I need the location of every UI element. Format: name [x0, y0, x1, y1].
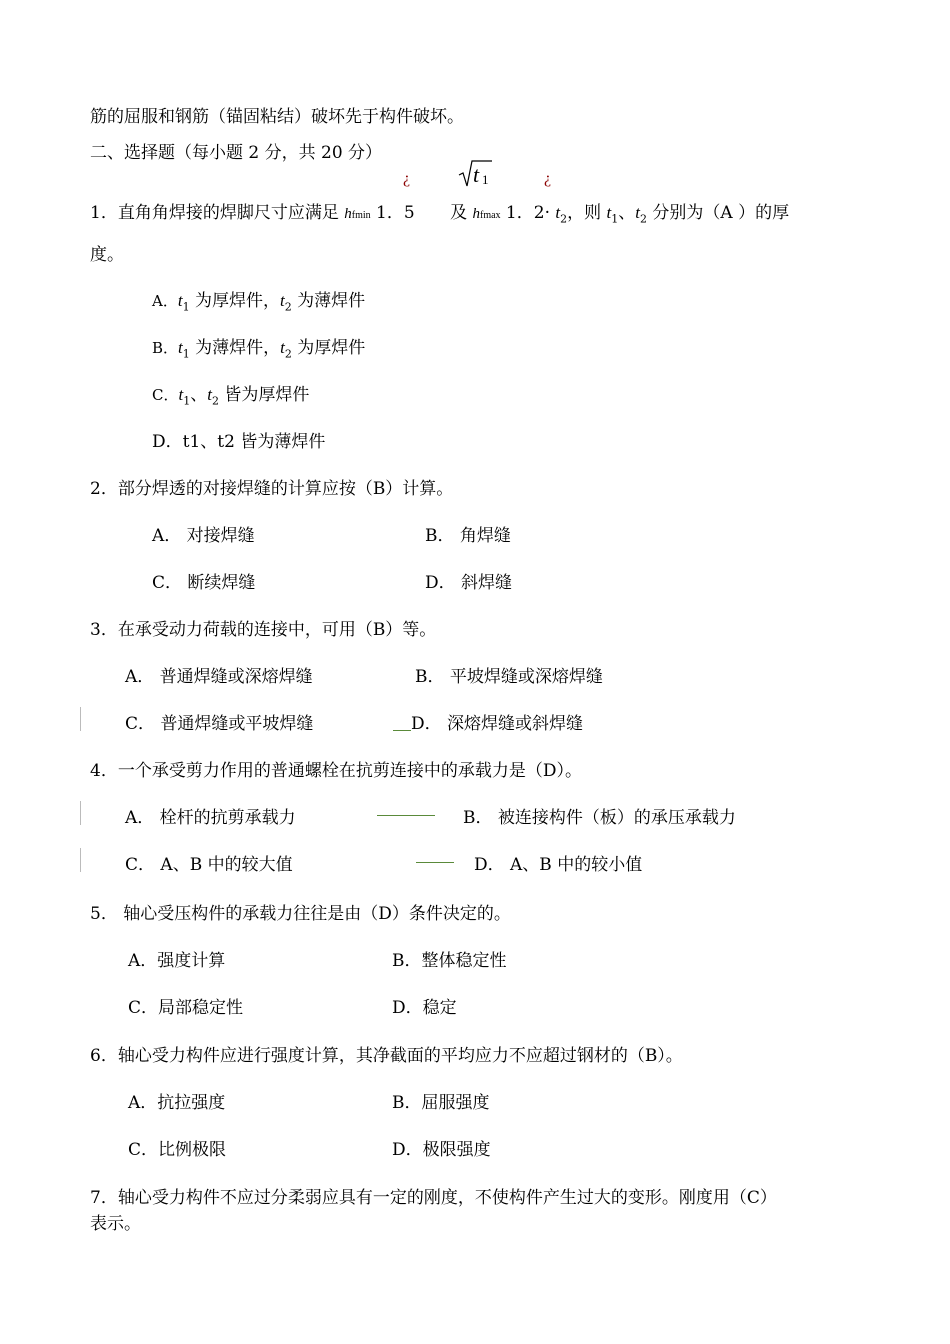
q3-option-b: B． 平坡焊缝或深熔焊缝	[415, 667, 603, 687]
q4-option-d: D． A、B 中的较小值	[474, 855, 643, 875]
question-5: 5． 轴心受压构件的承载力往往是由（D）条件决定的。	[90, 904, 511, 924]
q3-option-d: D． 深熔焊缝或斜焊缝	[411, 714, 584, 734]
track-change-line	[377, 815, 435, 816]
q2-option-d: D． 斜焊缝	[425, 573, 513, 593]
section-title: 二、选择题（每小题 2 分，共 20 分）	[90, 143, 383, 163]
q1-val2: 1．2·	[500, 203, 556, 223]
t2-var: t	[635, 203, 640, 222]
t-sub: 1	[182, 300, 190, 314]
q6-option-d: D．极限强度	[392, 1140, 491, 1160]
q3-option-a: A． 普通焊缝或深熔焊缝	[125, 667, 313, 687]
option-text: 皆为厚焊件	[218, 385, 310, 405]
question-2: 2．部分焊透的对接焊缝的计算应按（B）计算。	[90, 479, 454, 499]
margin-bar	[80, 707, 81, 731]
q1-sep: 、	[618, 203, 636, 223]
q2-option-a: A． 对接焊缝	[152, 526, 255, 546]
t-var: t	[178, 338, 183, 357]
q5-option-a: A．强度计算	[128, 951, 226, 971]
option-text: 为厚焊件	[291, 338, 366, 358]
t-var: t	[178, 385, 184, 404]
t-sub: 2	[284, 347, 292, 361]
q2-option-b: B． 角焊缝	[425, 526, 511, 546]
h-symbol: h	[344, 206, 352, 222]
t-var: t	[177, 291, 183, 310]
question-1-line2: 度。	[90, 245, 124, 265]
question-6: 6．轴心受力构件应进行强度计算，其净截面的平均应力不应超过钢材的（B）。	[90, 1046, 683, 1066]
q4-option-b: B． 被连接构件（板）的承压承载力	[463, 808, 736, 828]
t-sub: 1	[183, 394, 191, 408]
question-1	[90, 198, 789, 225]
t2-var: t	[555, 203, 561, 222]
q5-option-c: C．局部稳定性	[128, 998, 244, 1018]
q1-mid: 及	[444, 203, 473, 223]
margin-bar	[80, 801, 81, 825]
t-sub: 2	[284, 300, 292, 314]
question-7: 7．轴心受力构件不应过分柔弱应具有一定的刚度，不使构件产生过大的变形。刚度用（C）	[90, 1188, 777, 1208]
q4-option-c: C． A、B 中的较大值	[125, 855, 293, 875]
question-4: 4．一个承受剪力作用的普通螺栓在抗剪连接中的承载力是（D）。	[90, 761, 582, 781]
q4-option-a: A． 栓杆的抗剪承载力	[125, 808, 296, 828]
t-var: t	[279, 291, 285, 310]
h-max-sub: fmax	[479, 210, 501, 221]
t2-sub: 2	[639, 212, 647, 226]
option-label: B．	[152, 339, 179, 357]
t-sub: 1	[182, 347, 190, 361]
option-text: 为厚焊件，	[189, 291, 280, 311]
option-text: 为薄焊件	[291, 291, 366, 311]
track-change-line	[416, 862, 454, 863]
question-mark-glyph: ¿	[544, 170, 552, 187]
q3-option-c: C． 普通焊缝或平坡焊缝	[125, 714, 314, 734]
track-change-line	[393, 730, 411, 731]
t-var: t	[280, 338, 285, 357]
t1-var: t	[606, 203, 612, 222]
h-symbol: h	[472, 206, 480, 222]
t1-sub: 1	[611, 212, 619, 226]
q6-option-b: B．屈服强度	[392, 1093, 490, 1113]
option-label: C．	[152, 386, 179, 404]
option-label: A．	[152, 292, 178, 310]
question-7-line2: 表示。	[90, 1214, 141, 1234]
sqrt-var: t	[473, 162, 480, 187]
q6-option-a: A．抗拉强度	[128, 1093, 226, 1113]
q1-suffix-b: 分别为（A ）的厚	[646, 203, 790, 223]
q1-option-a	[152, 286, 365, 313]
intro-line: 筋的屈服和钢筋（锚固粘结）破坏先于构件破坏。	[90, 107, 464, 127]
t-sub: 2	[211, 394, 219, 408]
q1-suffix-a: ，则	[567, 203, 607, 223]
margin-bar	[80, 848, 81, 872]
q1-val1: 1．5	[370, 203, 415, 223]
t-var: t	[207, 385, 212, 404]
option-text: 为薄焊件，	[189, 338, 281, 358]
t2-sub: 2	[560, 212, 568, 226]
h-min-sub: fmin	[351, 210, 371, 221]
q1-prefix: 1．直角角焊接的焊脚尺寸应满足	[90, 203, 345, 223]
q1-option-b	[152, 333, 365, 360]
q1-option-c	[152, 380, 309, 407]
question-3: 3．在承受动力荷载的连接中，可用（B）等。	[90, 620, 437, 640]
question-mark-glyph: ¿	[403, 170, 411, 187]
option-text: 、	[190, 385, 208, 405]
sqrt-sub: 1	[482, 172, 489, 187]
q1-option-d: D．t1、t2 皆为薄焊件	[152, 432, 326, 452]
q2-option-c: C． 断续焊缝	[152, 573, 256, 593]
q5-option-b: B．整体稳定性	[392, 951, 507, 971]
q5-option-d: D．稳定	[392, 998, 457, 1018]
q6-option-c: C．比例极限	[128, 1140, 227, 1160]
